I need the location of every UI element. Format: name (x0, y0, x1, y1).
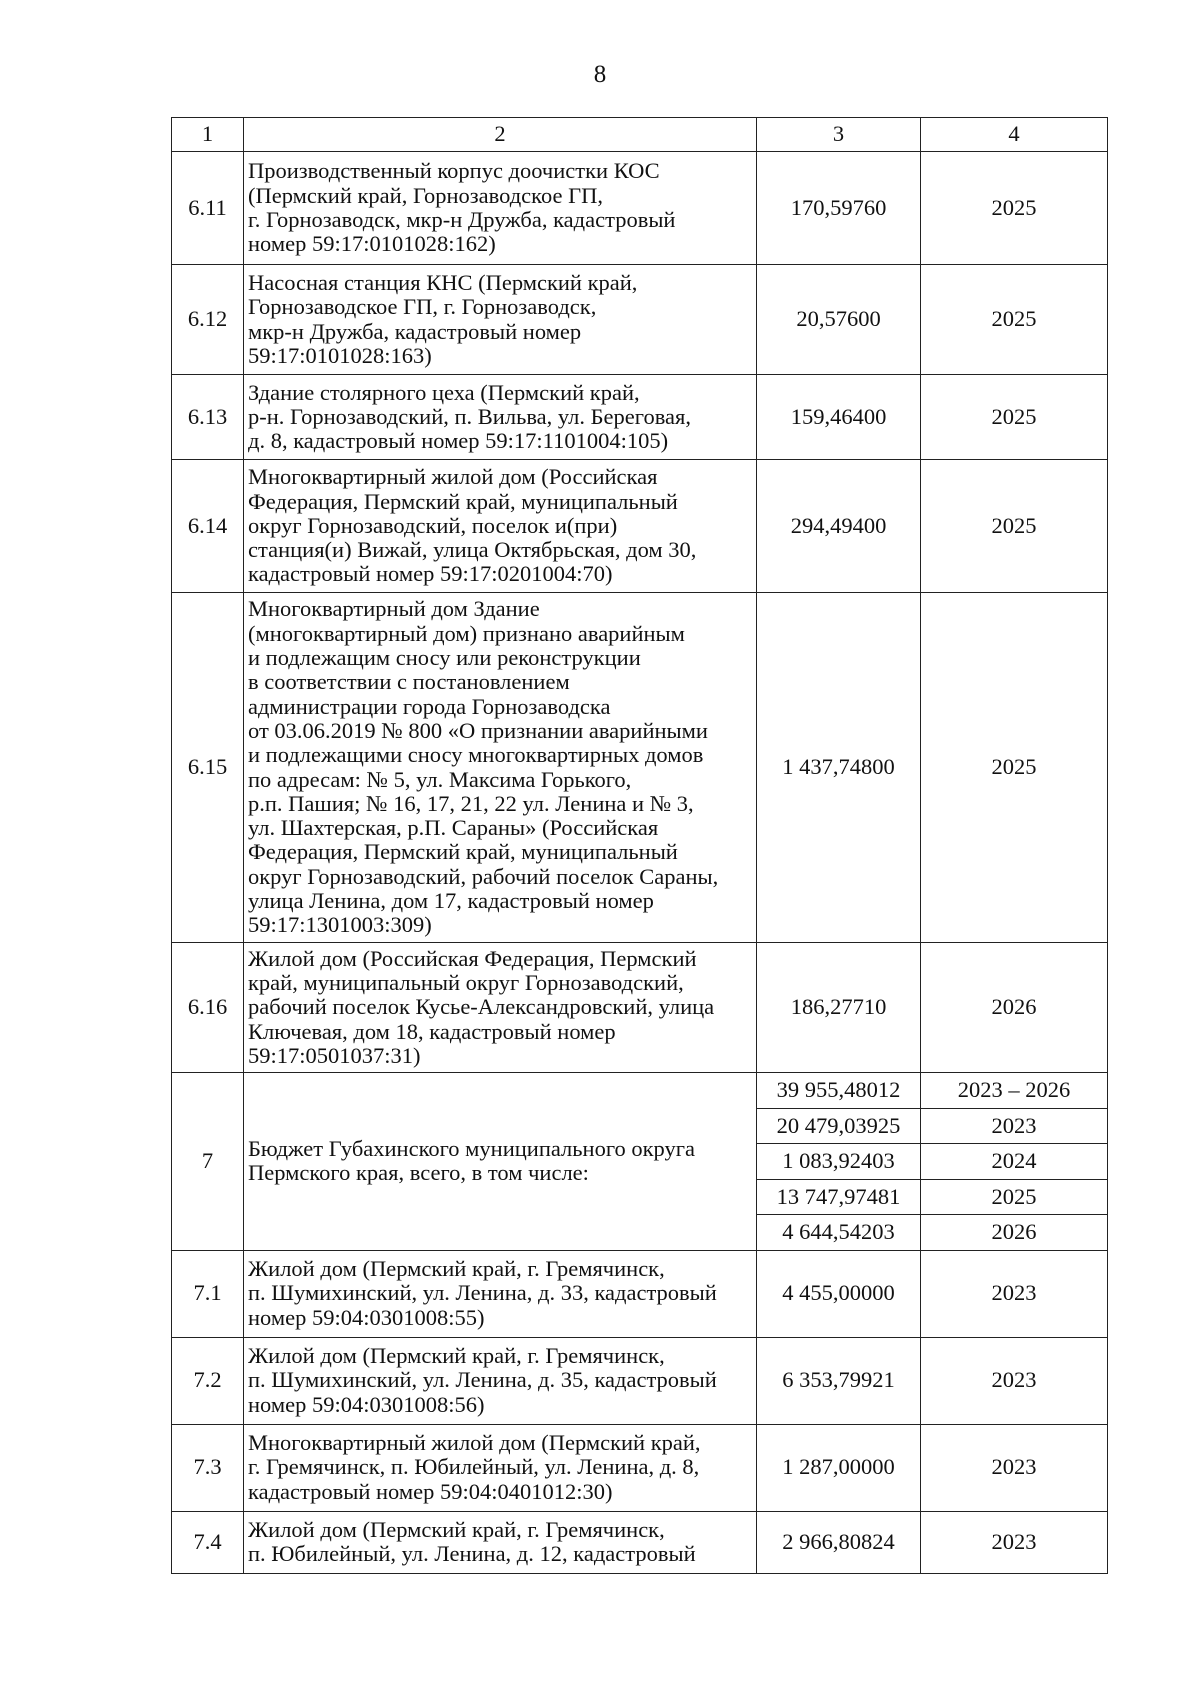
description-line: кадастровый номер 59:04:0401012:30) (248, 1478, 613, 1504)
description-line: в соответствии с постановлением (248, 669, 570, 695)
table-row (172, 460, 1108, 593)
table-row (172, 265, 1108, 375)
row-description (244, 1250, 757, 1337)
row-amount: 1 437,74800 (757, 593, 921, 943)
description-line: 59:17:0101028:163) (248, 342, 432, 368)
description-line: п. Юбилейный, ул. Ленина, д. 12, кадастровый (248, 1541, 696, 1566)
row-description (244, 375, 757, 460)
header-col-4: 4 (921, 118, 1108, 152)
row-year: 2025 (921, 152, 1108, 265)
description-line: Пермского края, всего, в том числе: (248, 1160, 589, 1186)
description-line: Жилой дом (Пермский край, г. Гремячинск, (248, 1343, 665, 1369)
budget-year: 2026 (921, 1215, 1108, 1251)
header-col-1: 1 (172, 118, 244, 152)
row-description (244, 1424, 757, 1511)
description-line: по адресам: № 5, ул. Максима Горького, (248, 766, 632, 792)
table-header-row (172, 118, 1108, 152)
row-amount: 170,59760 (757, 152, 921, 265)
table-row (172, 1424, 1108, 1511)
description-line: п. Шумихинский, ул. Ленина, д. 33, кадастровый (248, 1280, 717, 1306)
row-description (244, 593, 757, 943)
row-number: 7 (172, 1073, 244, 1251)
row-number: 7.3 (172, 1424, 244, 1511)
row-number: 6.15 (172, 593, 244, 943)
description-line: Бюджет Губахинского муниципального округа (248, 1135, 695, 1161)
row-year: 2023 (921, 1250, 1108, 1337)
description-line: р.п. Пашия; № 16, 17, 21, 22 ул. Ленина и № 3, (248, 790, 694, 816)
row-description (244, 1337, 757, 1424)
description-line: Жилой дом (Российская Федерация, Пермский (248, 945, 697, 971)
description-line: номер 59:04:0301008:56) (248, 1391, 485, 1417)
description-line: Ключевая, дом 18, кадастровый номер (248, 1018, 616, 1044)
budget-year: 2024 (921, 1144, 1108, 1180)
description-line: Насосная станция КНС (Пермский край, (248, 269, 638, 295)
row-year: 2023 (921, 1424, 1108, 1511)
row-year: 2025 (921, 265, 1108, 375)
row-number: 6.11 (172, 152, 244, 265)
budget-amount: 20 479,03925 (757, 1108, 921, 1144)
row-description (244, 152, 757, 265)
budget-amount: 4 644,54203 (757, 1215, 921, 1251)
description-line: улица Ленина, дом 17, кадастровый номер (248, 887, 654, 913)
description-line: Жилой дом (Пермский край, г. Гремячинск, (248, 1256, 665, 1282)
row-amount: 186,27710 (757, 943, 921, 1073)
header-col-2: 2 (244, 118, 757, 152)
table-row (172, 1250, 1108, 1337)
row-amount: 6 353,79921 (757, 1337, 921, 1424)
description-line: рабочий поселок Кусье-Александровский, улица (248, 994, 715, 1020)
row-number: 7.1 (172, 1250, 244, 1337)
description-line: кадастровый номер 59:17:0201004:70) (248, 561, 613, 587)
description-line: (многоквартирный дом) признано аварийным (248, 620, 685, 646)
table-row (172, 943, 1108, 1073)
description-line: Производственный корпус доочистки КОС (248, 158, 660, 184)
row-amount: 4 455,00000 (757, 1250, 921, 1337)
description-line: Федерация, Пермский край, муниципальный (248, 839, 678, 865)
description-line: Многоквартирный жилой дом (Российская (248, 464, 658, 490)
description-line: ул. Шахтерская, р.П. Сараны» (Российская (248, 815, 659, 841)
budget-amount: 13 747,97481 (757, 1179, 921, 1215)
description-line: и подлежащим сносу или реконструкции (248, 645, 641, 671)
budget-year: 2023 – 2026 (921, 1073, 1108, 1109)
description-line: округ Горнозаводский, поселок и(при) (248, 512, 618, 538)
description-line: Многоквартирный жилой дом (Пермский край, (248, 1430, 701, 1456)
row-year: 2025 (921, 375, 1108, 460)
description-line: г. Горнозаводск, мкр-н Дружба, кадастровый (248, 207, 676, 232)
row-year: 2026 (921, 943, 1108, 1073)
description-line: Здание столярного цеха (Пермский край, (248, 379, 640, 405)
description-line: р-н. Горнозаводский, п. Вильва, ул. Береговая, (248, 403, 691, 429)
row-year: 2023 (921, 1511, 1108, 1573)
row-description (244, 943, 757, 1073)
description-line: край, муниципальный округ Горнозаводский, (248, 970, 684, 996)
description-line: округ Горнозаводский, рабочий поселок Сараны, (248, 863, 719, 889)
header-col-3: 3 (757, 118, 921, 152)
row-amount: 2 966,80824 (757, 1511, 921, 1573)
budget-year: 2025 (921, 1179, 1108, 1215)
description-line: (Пермский край, Горнозаводское ГП, (248, 182, 603, 208)
row-description (244, 1511, 757, 1573)
row-number: 6.14 (172, 460, 244, 593)
row-year: 2025 (921, 593, 1108, 943)
row-number: 6.12 (172, 265, 244, 375)
budget-row (172, 1073, 1108, 1109)
budget-year: 2023 (921, 1108, 1108, 1144)
table-row (172, 152, 1108, 265)
row-year: 2025 (921, 460, 1108, 593)
description-line: и подлежащими сносу многоквартирных домов (248, 742, 704, 768)
description-line: Горнозаводское ГП, г. Горнозаводск, (248, 294, 597, 320)
description-line: мкр-н Дружба, кадастровый номер (248, 318, 582, 344)
description-line: п. Шумихинский, ул. Ленина, д. 35, кадастровый (248, 1367, 717, 1393)
description-line: Федерация, Пермский край, муниципальный (248, 488, 678, 514)
table-row (172, 375, 1108, 460)
row-number: 7.2 (172, 1337, 244, 1424)
table-row (172, 1511, 1108, 1573)
row-description (244, 265, 757, 375)
description-line: г. Гремячинск, п. Юбилейный, ул. Ленина, д. 8, (248, 1454, 700, 1480)
description-line: 59:17:0501037:31) (248, 1042, 421, 1068)
description-line: номер 59:04:0301008:55) (248, 1304, 485, 1330)
table-row (172, 1337, 1108, 1424)
description-line: станция(и) Вижай, улица Октябрьская, дом 30, (248, 537, 697, 563)
row-description (244, 1073, 757, 1251)
row-amount: 159,46400 (757, 375, 921, 460)
row-amount: 1 287,00000 (757, 1424, 921, 1511)
row-amount: 294,49400 (757, 460, 921, 593)
budget-amount: 1 083,92403 (757, 1144, 921, 1180)
page-number: 8 (593, 61, 607, 88)
description-line: администрации города Горнозаводска (248, 693, 611, 719)
description-line: д. 8, кадастровый номер 59:17:1101004:105) (248, 428, 669, 454)
row-description (244, 460, 757, 593)
row-number: 7.4 (172, 1511, 244, 1573)
description-line: от 03.06.2019 № 800 «О признании аварийными (248, 717, 708, 743)
row-number: 6.16 (172, 943, 244, 1073)
description-line: номер 59:17:0101028:162) (248, 231, 496, 257)
property-table (171, 117, 1108, 1574)
description-line: 59:17:1301003:309) (248, 912, 432, 938)
row-number: 6.13 (172, 375, 244, 460)
row-amount: 20,57600 (757, 265, 921, 375)
table-row (172, 593, 1108, 943)
description-line: Многоквартирный дом Здание (248, 596, 540, 622)
description-line: Жилой дом (Пермский край, г. Гремячинск, (248, 1516, 665, 1542)
row-year: 2023 (921, 1337, 1108, 1424)
budget-amount: 39 955,48012 (757, 1073, 921, 1109)
